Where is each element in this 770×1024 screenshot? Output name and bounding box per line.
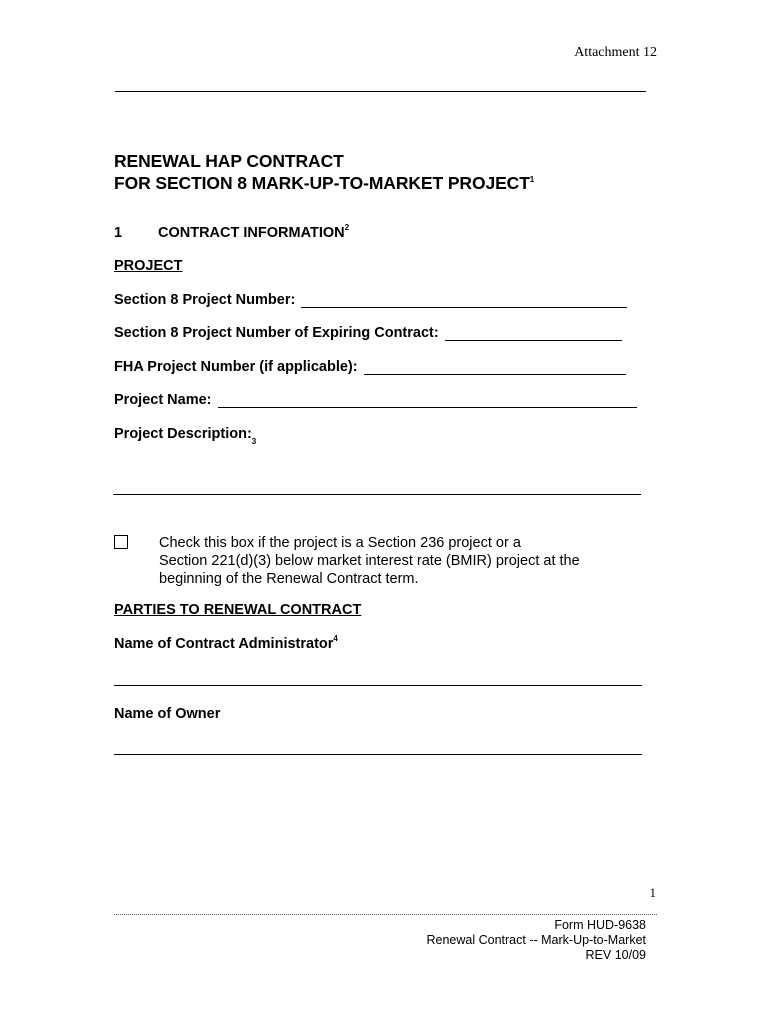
section-title <box>158 225 349 241</box>
checkbox-text-line-2: Section 221(d)(3) below market interest rate (BMIR) project at the <box>159 553 580 569</box>
page-number: 1 <box>649 885 656 900</box>
section-number: 1 <box>114 225 123 241</box>
form-footer <box>427 918 647 963</box>
checkbox-description <box>159 534 629 588</box>
form-subtitle: Renewal Contract -- Mark-Up-to-Market <box>426 933 646 947</box>
field-label: FHA Project Number (if applicable): <box>114 359 358 375</box>
header-rule <box>115 91 646 92</box>
expiring-contract-number-field <box>114 325 622 341</box>
project-description-label: Project Description: 3 <box>114 426 257 446</box>
title-line-1: RENEWAL HAP CONTRACT <box>114 151 344 171</box>
project-heading: PROJECT <box>114 258 183 274</box>
footer-rule <box>114 914 657 915</box>
field-label: Project Description: <box>114 426 252 442</box>
parties-heading: PARTIES TO RENEWAL CONTRACT <box>114 602 362 618</box>
attachment-label: Attachment 12 <box>574 45 657 60</box>
section-title-text: CONTRACT INFORMATION <box>158 225 345 241</box>
title-line-2-text: FOR SECTION 8 MARK-UP-TO-MARKET PROJECT <box>114 173 530 193</box>
fha-project-number-field <box>114 359 626 375</box>
fha-project-number-input[interactable] <box>364 360 626 375</box>
owner-label: Name of Owner <box>114 706 221 722</box>
field-label: Section 8 Project Number of Expiring Contract: <box>114 325 439 341</box>
title-line-2 <box>114 172 534 194</box>
contract-administrator-label <box>114 636 338 652</box>
section236-bmir-checkbox[interactable] <box>114 535 128 549</box>
project-description-input[interactable] <box>113 494 641 495</box>
contract-administrator-input[interactable] <box>114 685 642 686</box>
field-label: Section 8 Project Number: <box>114 292 296 308</box>
field-label: Project Name: <box>114 392 212 408</box>
contract-administrator-text: Name of Contract Administrator <box>114 636 334 652</box>
footnote-marker-2: 2 <box>344 223 350 232</box>
form-number: Form HUD-9638 <box>554 918 646 932</box>
footnote-marker-1: 1 <box>529 175 535 184</box>
section8-project-number-field <box>114 292 627 308</box>
expiring-contract-number-input[interactable] <box>445 326 622 341</box>
project-name-input[interactable] <box>218 393 637 408</box>
footnote-marker-4: 4 <box>333 634 338 643</box>
document-title <box>114 150 534 194</box>
owner-input[interactable] <box>114 754 642 755</box>
section8-project-number-input[interactable] <box>301 293 627 308</box>
project-name-field <box>114 392 637 408</box>
checkbox-text-line-3: beginning of the Renewal Contract term. <box>159 571 419 587</box>
checkbox-text-line-1: Check this box if the project is a Section 236 project or a <box>159 535 521 551</box>
form-revision: REV 10/09 <box>585 948 646 962</box>
